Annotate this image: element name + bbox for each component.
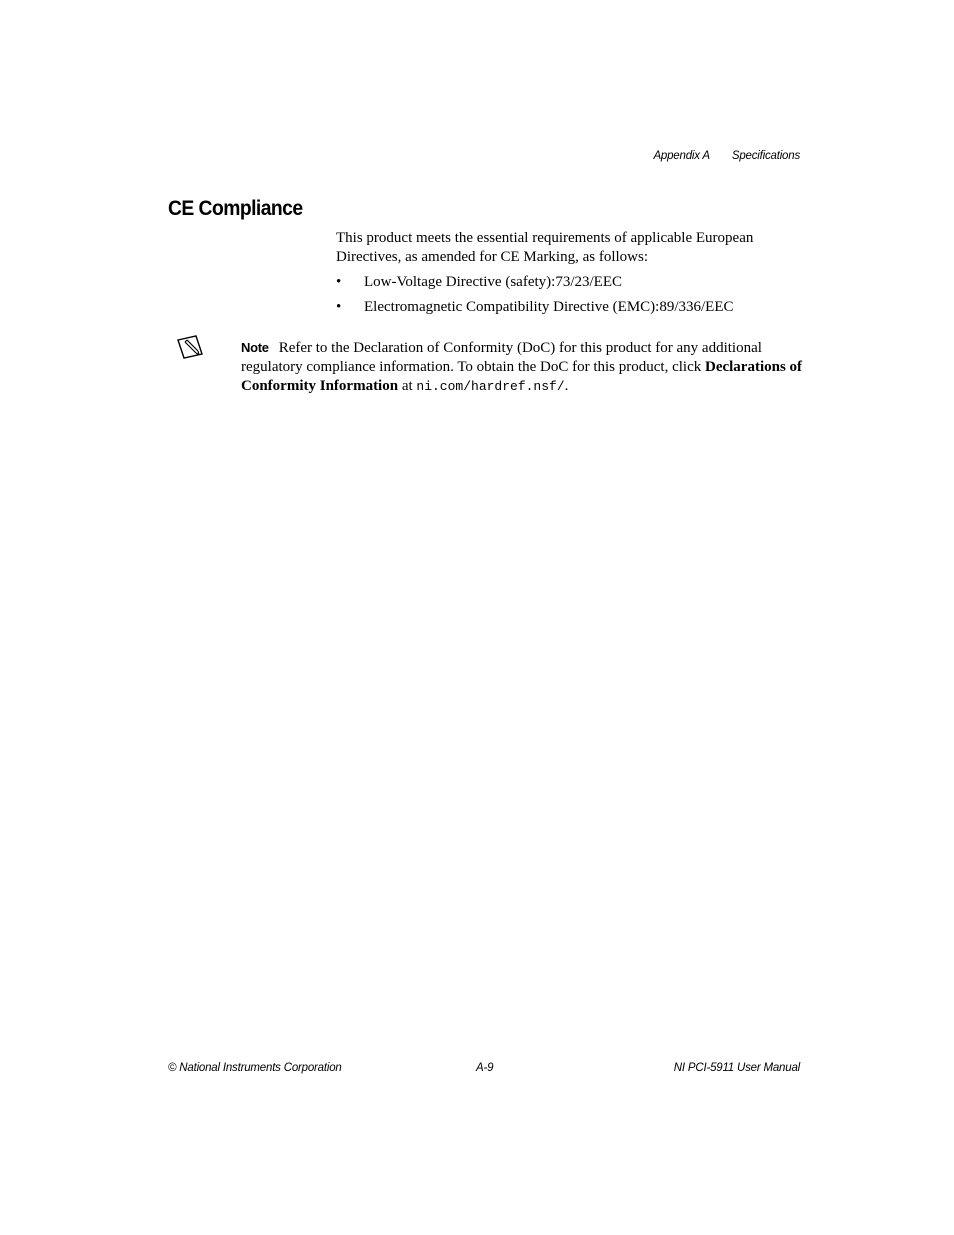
section-body <box>336 229 806 323</box>
list-item <box>336 273 806 292</box>
directive-list <box>336 273 806 317</box>
list-item-text: Electromagnetic Compatibility Directive (EMC):89/336/EEC <box>364 299 734 315</box>
note-label: Note <box>241 340 269 355</box>
list-item-text: Low-Voltage Directive (safety):73/23/EEC <box>364 274 622 290</box>
note-pencil-icon <box>176 334 204 360</box>
doc-url: ni.com/hardref.nsf/ <box>416 379 565 394</box>
note-text: Refer to the Declaration of Conformity (DoC) for this product for any additional regulatory compliance information. To obtain the DoC for this product, click <box>241 340 762 375</box>
note-block <box>241 338 806 396</box>
list-item <box>336 298 806 317</box>
running-header <box>653 150 800 162</box>
intro-paragraph: This product meets the essential requirements of applicable European Directives, as amended for CE Marking, as follows: <box>336 230 754 265</box>
bullet-icon: • <box>336 299 342 315</box>
bullet-icon: • <box>336 274 342 290</box>
header-chapter: Specifications <box>731 150 800 162</box>
note-text-at: at <box>398 378 417 394</box>
footer-page-number: A-9 <box>476 1062 494 1074</box>
note-text-end: . <box>564 378 569 394</box>
header-appendix: Appendix A <box>653 150 710 162</box>
footer-copyright: © National Instruments Corporation <box>168 1062 342 1074</box>
section-title: CE Compliance <box>168 197 303 220</box>
doc-link-label: Declarations of Conformity Information <box>241 359 803 394</box>
footer-manual-title: NI PCI-5911 User Manual <box>673 1062 800 1074</box>
